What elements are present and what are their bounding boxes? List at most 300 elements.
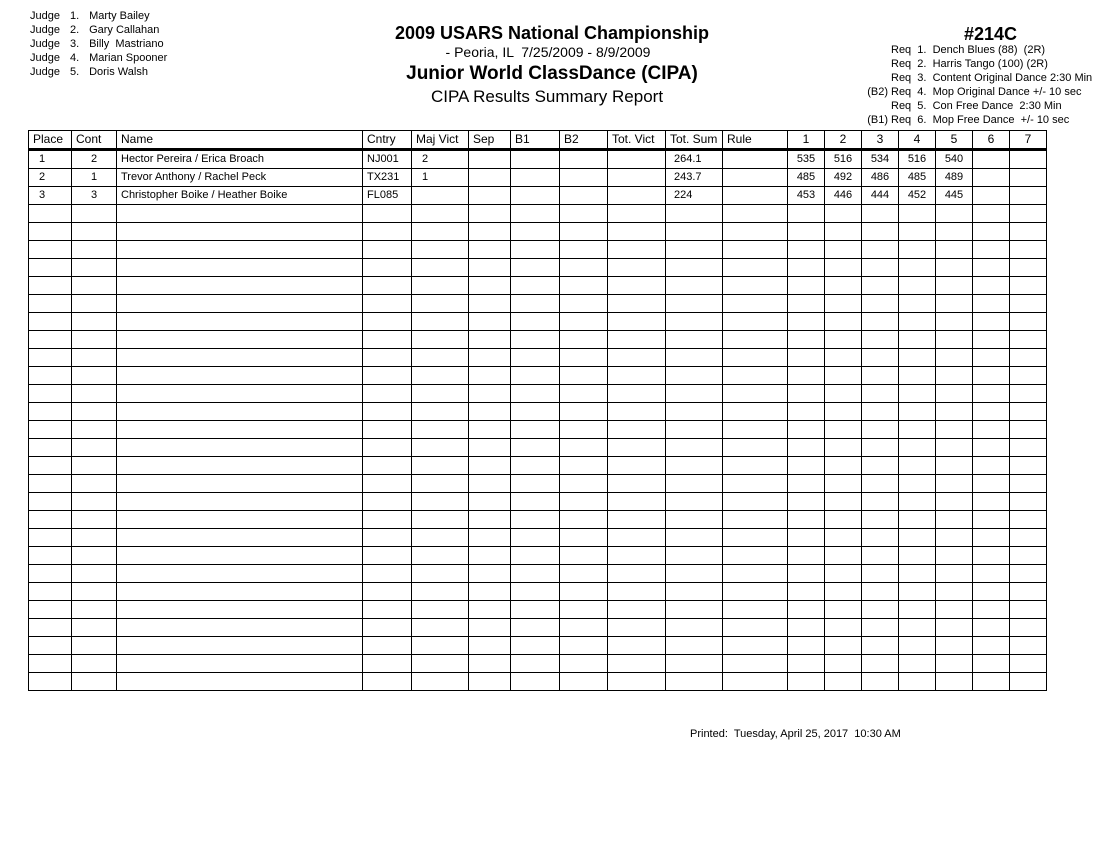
empty-cell <box>469 547 511 565</box>
empty-cell <box>788 331 825 349</box>
empty-cell <box>899 565 936 583</box>
empty-cell <box>788 583 825 601</box>
empty-cell <box>825 655 862 673</box>
cell-tot-sum: 264.1 <box>666 150 723 169</box>
empty-cell <box>117 619 363 637</box>
empty-cell <box>560 619 608 637</box>
empty-cell <box>1010 295 1047 313</box>
empty-cell <box>788 241 825 259</box>
cell-b2 <box>560 187 608 205</box>
empty-cell <box>666 457 723 475</box>
empty-cell <box>608 259 666 277</box>
report-title: CIPA Results Summary Report <box>430 87 664 106</box>
empty-cell <box>412 331 469 349</box>
cell-tot-vict <box>608 169 666 187</box>
empty-cell <box>666 259 723 277</box>
empty-cell <box>469 439 511 457</box>
empty-cell <box>72 385 117 403</box>
empty-cell <box>723 241 788 259</box>
empty-cell <box>29 655 72 673</box>
empty-cell <box>469 637 511 655</box>
empty-cell <box>723 385 788 403</box>
empty-cell <box>363 601 412 619</box>
empty-cell <box>608 367 666 385</box>
empty-cell <box>666 547 723 565</box>
empty-cell <box>72 601 117 619</box>
empty-cell <box>862 349 899 367</box>
empty-cell <box>862 493 899 511</box>
empty-cell <box>788 673 825 691</box>
empty-cell <box>666 403 723 421</box>
judge-name: Doris Walsh <box>89 66 148 78</box>
empty-cell <box>363 385 412 403</box>
table-row <box>29 187 1047 205</box>
empty-cell <box>363 619 412 637</box>
empty-cell <box>117 475 363 493</box>
empty-cell <box>608 241 666 259</box>
empty-cell <box>72 529 117 547</box>
empty-cell <box>666 439 723 457</box>
table-row-empty <box>29 385 1047 403</box>
table-row-empty <box>29 349 1047 367</box>
empty-cell <box>117 583 363 601</box>
empty-cell <box>862 673 899 691</box>
empty-cell <box>29 277 72 295</box>
empty-cell <box>29 601 72 619</box>
empty-cell <box>788 259 825 277</box>
empty-cell <box>72 241 117 259</box>
empty-cell <box>560 583 608 601</box>
table-row-empty <box>29 475 1047 493</box>
cell-judge-6 <box>973 169 1010 187</box>
empty-cell <box>560 637 608 655</box>
empty-cell <box>666 673 723 691</box>
empty-cell <box>862 583 899 601</box>
cell-rule <box>723 169 788 187</box>
empty-cell <box>363 241 412 259</box>
empty-cell <box>72 223 117 241</box>
empty-cell <box>1010 529 1047 547</box>
empty-cell <box>899 493 936 511</box>
table-row-empty <box>29 457 1047 475</box>
empty-cell <box>363 331 412 349</box>
judge-entry: Judge 1. Marty Bailey <box>30 10 150 22</box>
empty-cell <box>862 241 899 259</box>
cell-judge-2: 446 <box>825 187 862 205</box>
empty-cell <box>72 295 117 313</box>
empty-cell <box>117 259 363 277</box>
empty-cell <box>72 565 117 583</box>
empty-cell <box>936 565 973 583</box>
empty-cell <box>723 439 788 457</box>
empty-cell <box>412 673 469 691</box>
judge-name: Marty Bailey <box>89 10 150 22</box>
empty-cell <box>560 349 608 367</box>
empty-cell <box>412 241 469 259</box>
empty-cell <box>825 223 862 241</box>
empty-cell <box>29 619 72 637</box>
empty-cell <box>788 421 825 439</box>
cell-sep <box>469 187 511 205</box>
event-number: #214C <box>964 24 1018 44</box>
empty-cell <box>973 655 1010 673</box>
empty-cell <box>936 601 973 619</box>
empty-cell <box>862 475 899 493</box>
empty-cell <box>117 493 363 511</box>
empty-cell <box>117 241 363 259</box>
empty-cell <box>723 565 788 583</box>
empty-cell <box>560 457 608 475</box>
empty-cell <box>412 349 469 367</box>
empty-cell <box>608 619 666 637</box>
judges-list <box>30 9 167 79</box>
empty-cell <box>29 259 72 277</box>
empty-cell <box>936 529 973 547</box>
empty-cell <box>469 331 511 349</box>
empty-cell <box>666 637 723 655</box>
cell-judge-4: 485 <box>899 169 936 187</box>
empty-cell <box>117 349 363 367</box>
empty-cell <box>788 385 825 403</box>
empty-cell <box>608 637 666 655</box>
empty-cell <box>511 673 560 691</box>
empty-cell <box>469 313 511 331</box>
empty-cell <box>788 619 825 637</box>
empty-cell <box>899 457 936 475</box>
empty-cell <box>608 529 666 547</box>
empty-cell <box>363 205 412 223</box>
empty-cell <box>72 493 117 511</box>
empty-cell <box>469 223 511 241</box>
empty-cell <box>788 277 825 295</box>
empty-cell <box>117 439 363 457</box>
empty-cell <box>117 457 363 475</box>
empty-cell <box>666 583 723 601</box>
empty-cell <box>788 457 825 475</box>
empty-cell <box>973 511 1010 529</box>
empty-cell <box>723 277 788 295</box>
judge-entry: Judge 5. Doris Walsh <box>30 66 148 78</box>
cell-judge-4: 516 <box>899 150 936 169</box>
empty-cell <box>560 493 608 511</box>
empty-cell <box>899 403 936 421</box>
printed-timestamp: Printed: Tuesday, April 25, 2017 10:30 AM <box>690 728 901 740</box>
empty-cell <box>608 511 666 529</box>
empty-cell <box>1010 367 1047 385</box>
empty-cell <box>560 277 608 295</box>
empty-cell <box>469 403 511 421</box>
empty-cell <box>469 493 511 511</box>
empty-cell <box>666 421 723 439</box>
empty-cell <box>936 241 973 259</box>
empty-cell <box>1010 277 1047 295</box>
cell-cntry: NJ001 <box>363 150 412 169</box>
empty-cell <box>469 565 511 583</box>
col-sep: Sep <box>469 131 511 150</box>
table-row <box>29 150 1047 169</box>
cell-maj-vict: 2 <box>412 150 469 169</box>
empty-cell <box>788 367 825 385</box>
empty-cell <box>412 547 469 565</box>
table-row-empty <box>29 367 1047 385</box>
empty-cell <box>608 295 666 313</box>
empty-cell <box>723 511 788 529</box>
cell-cntry: TX231 <box>363 169 412 187</box>
empty-cell <box>29 493 72 511</box>
empty-cell <box>862 529 899 547</box>
cell-judge-6 <box>973 187 1010 205</box>
empty-cell <box>1010 673 1047 691</box>
empty-cell <box>608 601 666 619</box>
empty-cell <box>862 637 899 655</box>
empty-cell <box>788 223 825 241</box>
empty-cell <box>899 421 936 439</box>
empty-cell <box>723 673 788 691</box>
col-name: Name <box>117 131 363 150</box>
empty-cell <box>608 583 666 601</box>
empty-cell <box>862 511 899 529</box>
empty-cell <box>973 619 1010 637</box>
empty-cell <box>29 457 72 475</box>
cell-judge-1: 535 <box>788 150 825 169</box>
table-row-empty <box>29 511 1047 529</box>
empty-cell <box>899 259 936 277</box>
empty-cell <box>666 493 723 511</box>
empty-cell <box>117 529 363 547</box>
empty-cell <box>862 565 899 583</box>
empty-cell <box>511 295 560 313</box>
empty-cell <box>666 529 723 547</box>
empty-cell <box>117 655 363 673</box>
empty-cell <box>825 529 862 547</box>
empty-cell <box>469 475 511 493</box>
empty-cell <box>511 529 560 547</box>
empty-cell <box>117 511 363 529</box>
empty-cell <box>29 367 72 385</box>
empty-cell <box>862 223 899 241</box>
empty-cell <box>560 421 608 439</box>
empty-cell <box>560 601 608 619</box>
table-row-empty <box>29 259 1047 277</box>
empty-cell <box>825 619 862 637</box>
cell-rule <box>723 150 788 169</box>
empty-cell <box>936 223 973 241</box>
table-row-empty <box>29 655 1047 673</box>
empty-cell <box>469 385 511 403</box>
empty-cell <box>936 205 973 223</box>
table-row <box>29 169 1047 187</box>
empty-cell <box>117 367 363 385</box>
empty-cell <box>72 439 117 457</box>
cell-judge-3: 534 <box>862 150 899 169</box>
empty-cell <box>412 313 469 331</box>
empty-cell <box>825 601 862 619</box>
judge-entry: Judge 2. Gary Callahan <box>30 24 160 36</box>
empty-cell <box>723 655 788 673</box>
empty-cell <box>899 223 936 241</box>
empty-cell <box>825 475 862 493</box>
empty-cell <box>412 385 469 403</box>
empty-cell <box>363 457 412 475</box>
empty-cell <box>666 655 723 673</box>
empty-cell <box>973 223 1010 241</box>
cell-b1 <box>511 169 560 187</box>
empty-cell <box>363 277 412 295</box>
empty-cell <box>412 529 469 547</box>
col-rule: Rule <box>723 131 788 150</box>
empty-cell <box>117 313 363 331</box>
col-b2: B2 <box>560 131 608 150</box>
empty-cell <box>723 403 788 421</box>
table-row-empty <box>29 277 1047 295</box>
empty-cell <box>469 619 511 637</box>
empty-cell <box>788 565 825 583</box>
table-row-empty <box>29 241 1047 259</box>
cell-tot-vict <box>608 150 666 169</box>
empty-cell <box>29 565 72 583</box>
cell-judge-3: 444 <box>862 187 899 205</box>
empty-cell <box>560 223 608 241</box>
cell-judge-3: 486 <box>862 169 899 187</box>
empty-cell <box>608 439 666 457</box>
empty-cell <box>469 259 511 277</box>
empty-cell <box>936 403 973 421</box>
col-judge-3: 3 <box>862 131 899 150</box>
empty-cell <box>1010 493 1047 511</box>
empty-cell <box>560 295 608 313</box>
empty-cell <box>511 277 560 295</box>
empty-cell <box>936 619 973 637</box>
empty-cell <box>899 385 936 403</box>
cell-judge-6 <box>973 150 1010 169</box>
empty-cell <box>973 673 1010 691</box>
col-judge-6: 6 <box>973 131 1010 150</box>
judge-entry: Judge 4. Marian Spooner <box>30 52 168 64</box>
cell-judge-5: 540 <box>936 150 973 169</box>
empty-cell <box>72 547 117 565</box>
empty-cell <box>412 475 469 493</box>
empty-cell <box>560 511 608 529</box>
empty-cell <box>788 349 825 367</box>
report-header <box>372 22 732 108</box>
cell-rule <box>723 187 788 205</box>
table-header-row <box>29 131 1047 150</box>
table-row-empty <box>29 547 1047 565</box>
empty-cell <box>511 367 560 385</box>
empty-cell <box>608 475 666 493</box>
empty-cell <box>29 421 72 439</box>
empty-cell <box>412 403 469 421</box>
empty-cell <box>899 655 936 673</box>
empty-cell <box>560 205 608 223</box>
empty-cell <box>723 637 788 655</box>
empty-cell <box>560 439 608 457</box>
empty-cell <box>511 241 560 259</box>
empty-cell <box>1010 601 1047 619</box>
empty-cell <box>117 223 363 241</box>
empty-cell <box>560 385 608 403</box>
empty-cell <box>666 295 723 313</box>
table-row-empty <box>29 205 1047 223</box>
empty-cell <box>788 637 825 655</box>
empty-cell <box>899 367 936 385</box>
empty-cell <box>117 385 363 403</box>
event-title: Junior World ClassDance (CIPA) <box>406 63 698 84</box>
empty-cell <box>117 673 363 691</box>
empty-cell <box>412 511 469 529</box>
empty-cell <box>723 367 788 385</box>
empty-cell <box>723 259 788 277</box>
empty-cell <box>29 331 72 349</box>
empty-cell <box>469 511 511 529</box>
cell-b1 <box>511 150 560 169</box>
empty-cell <box>29 403 72 421</box>
empty-cell <box>1010 241 1047 259</box>
empty-cell <box>412 565 469 583</box>
empty-cell <box>825 511 862 529</box>
empty-cell <box>560 673 608 691</box>
empty-cell <box>469 349 511 367</box>
empty-cell <box>117 331 363 349</box>
empty-cell <box>560 241 608 259</box>
empty-cell <box>825 637 862 655</box>
col-judge-5: 5 <box>936 131 973 150</box>
col-place: Place <box>29 131 72 150</box>
empty-cell <box>666 565 723 583</box>
empty-cell <box>862 277 899 295</box>
empty-cell <box>666 349 723 367</box>
empty-cell <box>608 565 666 583</box>
empty-cell <box>511 637 560 655</box>
empty-cell <box>511 565 560 583</box>
cell-tot-vict <box>608 187 666 205</box>
empty-cell <box>412 601 469 619</box>
empty-cell <box>412 295 469 313</box>
cell-name: Hector Pereira / Erica Broach <box>117 150 363 169</box>
empty-cell <box>825 205 862 223</box>
empty-cell <box>1010 403 1047 421</box>
empty-cell <box>72 205 117 223</box>
empty-cell <box>511 259 560 277</box>
col-judge-1: 1 <box>788 131 825 150</box>
empty-cell <box>72 403 117 421</box>
empty-cell <box>1010 583 1047 601</box>
cell-cntry: FL085 <box>363 187 412 205</box>
cell-cont: 1 <box>72 169 117 187</box>
empty-cell <box>72 313 117 331</box>
empty-cell <box>511 457 560 475</box>
empty-cell <box>936 457 973 475</box>
empty-cell <box>936 655 973 673</box>
empty-cell <box>72 655 117 673</box>
empty-cell <box>936 421 973 439</box>
empty-cell <box>666 205 723 223</box>
empty-cell <box>973 637 1010 655</box>
empty-cell <box>899 583 936 601</box>
empty-cell <box>412 259 469 277</box>
empty-cell <box>1010 259 1047 277</box>
empty-cell <box>899 619 936 637</box>
empty-cell <box>936 475 973 493</box>
empty-cell <box>608 277 666 295</box>
empty-cell <box>973 385 1010 403</box>
empty-cell <box>469 277 511 295</box>
empty-cell <box>511 655 560 673</box>
empty-cell <box>29 475 72 493</box>
cell-sep <box>469 169 511 187</box>
empty-cell <box>469 241 511 259</box>
empty-cell <box>666 277 723 295</box>
